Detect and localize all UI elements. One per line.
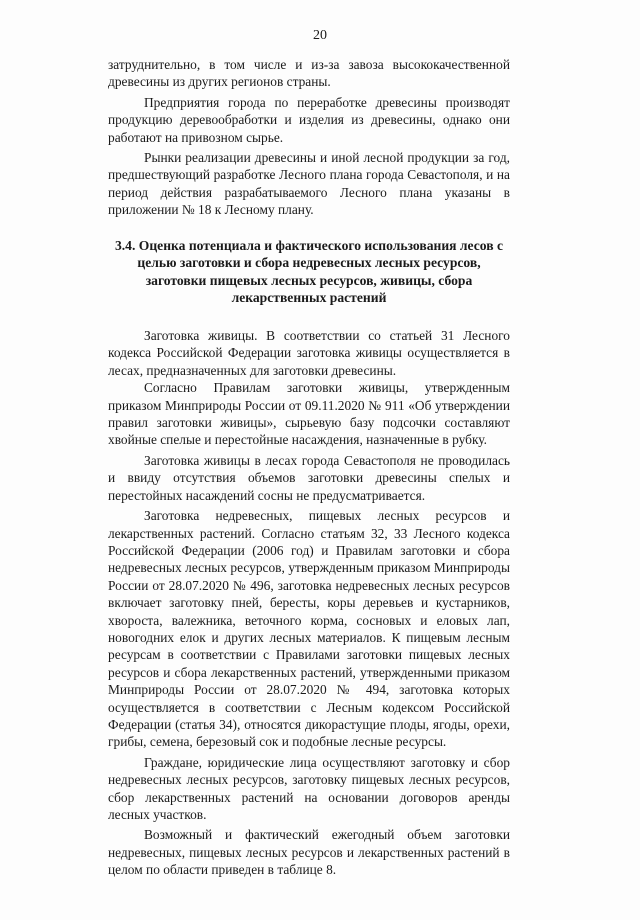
paragraph: Граждане, юридические лица осуществляют заготовку и сбор недревесных лесных ресурсов, заготовку пищевых лесных ресурсов, сбор лекарственных растений на основании договоров аренды лесных участков.	[108, 754, 510, 822]
paragraph: Предприятия города по переработке древесины производят продукцию деревообработки и изделия из древесины, однако они работают на привозном сырье.	[108, 94, 510, 145]
paragraph: Согласно Правилам заготовки живицы, утвержденным приказом Минприроды России от 09.11.2020 № 911 «Об утверждении правил заготовки живицы», сырьевую базу подсочки составляют хвойные спелые и перестойные насаждения, назначенные в рубку.	[108, 380, 510, 448]
paragraph: Заготовка недревесных, пищевых лесных ресурсов и лекарственных растений. Согласно статьям 32, 33 Лесного кодекса Российской Федерации (2006 год) и Правилам заготовки и сбора недревесных лесных ресурсов, утвержденным приказом Минприроды России от 28.07.2020 № 496, заготовка недревесных лесных ресурсов включает заготовку пней, бересты, коры деревьев и кустарников, хвороста, валежника, веточного корма, сосновых и еловых лап, новогодних елок и других лесных материалов. К пищевым лесным ресурсам в соответствии с Правилами заготовки пищевых лесных ресурсов и сбора лекарственных растений, утвержденными приказом Минприроды России от 28.07.2020 № 494, заготовка которых осуществляется в соответствии с Лесным кодексом Российской Федерации (статья 34), относятся дикорастущие плоды, ягоды, орехи, грибы, семена, березовый сок и подобные лесные ресурсы.	[108, 508, 510, 750]
paragraph: Заготовка живицы в лесах города Севастополя не проводилась и ввиду отсутствия объемов заготовки древесины спелых и перестойных насаждений сосны не предусматривается.	[108, 452, 510, 503]
document-body	[108, 56, 510, 879]
section-paragraphs	[108, 327, 510, 879]
paragraph: Возможный и фактический ежегодный объем заготовки недревесных, пищевых лесных ресурсов и лекарственных растений в целом по области приведен в таблице 8.	[108, 827, 510, 878]
paragraph: затруднительно, в том числе и из-за завоза высококачественной древесины из других регионов страны.	[108, 57, 510, 90]
page-number: 20	[313, 28, 327, 43]
paragraph: Рынки реализации древесины и иной лесной продукции за год, предшествующий разработке Лесного плана города Севастополя, и на период действия разрабатываемого Лесного плана указаны в приложении № 18 к Лесному плану.	[108, 150, 510, 218]
section-heading: 3.4. Оценка потенциала и фактического использования лесов с целью заготовки и сбора недревесных лесных ресурсов, заготовки пищевых лесных ресурсов, живицы, сбора лекарственных растений	[114, 237, 504, 306]
paragraph: Заготовка живицы. В соответствии со статьей 31 Лесного кодекса Российской Федерации заготовка живицы осуществляется в лесах, предназначенных для заготовки древесины.	[108, 328, 510, 378]
intro-paragraphs	[108, 56, 510, 219]
